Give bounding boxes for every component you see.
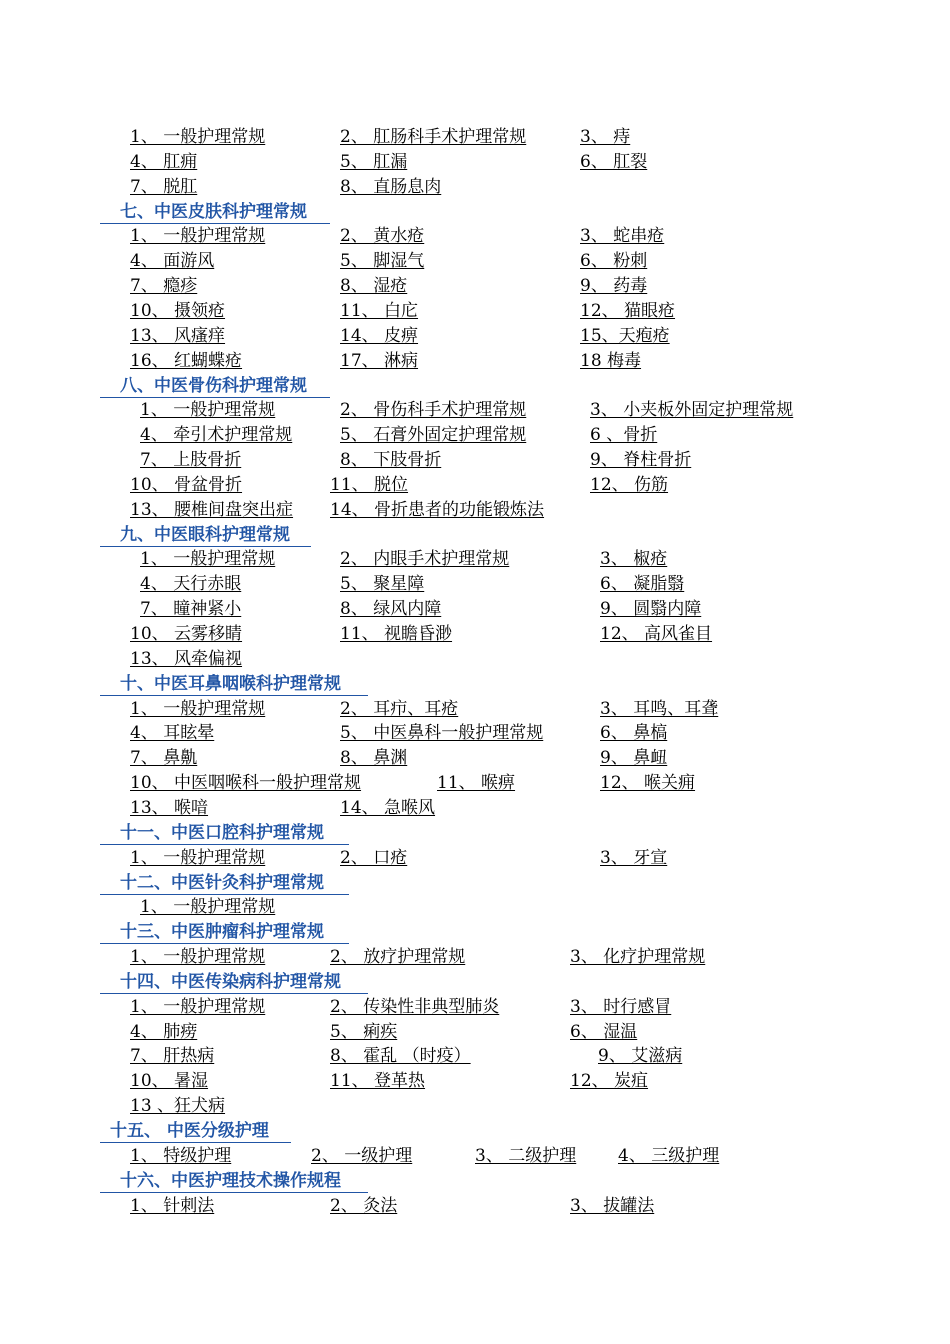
toc-item-link[interactable]: 2、 一级护理 — [311, 1145, 413, 1166]
heading-underline — [100, 844, 349, 845]
text-line — [0, 1021, 950, 1046]
toc-item-link[interactable]: 4、 肛痈 — [130, 151, 198, 172]
toc-item-link[interactable]: 1、 一般护理常规 — [130, 698, 266, 719]
text-line — [0, 1145, 950, 1170]
toc-item-link[interactable]: 5、 中医鼻科一般护理常规 — [340, 723, 544, 744]
toc-item-link[interactable]: 3、 牙宣 — [600, 847, 668, 868]
toc-item-link[interactable]: 1、 一般护理常规 — [130, 127, 266, 147]
toc-item-link[interactable]: 2、 灸法 — [330, 1195, 398, 1216]
toc-item-link[interactable]: 11、 白庀 — [340, 300, 419, 321]
toc-item-link[interactable]: 6、 鼻槁 — [600, 723, 668, 744]
toc-item-link[interactable]: 3、 痔 — [580, 127, 631, 147]
toc-item-link[interactable]: 12、 伤筋 — [590, 474, 669, 495]
toc-item-link[interactable]: 14、 骨折患者的功能锻炼法 — [330, 499, 545, 520]
toc-item-link[interactable]: 7、 鼻鼽 — [130, 748, 198, 769]
section-heading: 十二、中医针灸科护理常规 — [120, 872, 324, 893]
heading-underline — [100, 943, 349, 944]
toc-item-link[interactable]: 15、天疱疮 — [580, 325, 670, 346]
toc-item-link[interactable]: 16、 红蝴蝶疮 — [130, 350, 243, 371]
toc-item-link[interactable]: 11、 登革热 — [330, 1071, 426, 1092]
text-line — [0, 1170, 950, 1195]
toc-item-link[interactable]: 7、 瘾疹 — [130, 276, 198, 297]
toc-item-link[interactable]: 17、 淋病 — [340, 350, 419, 371]
section-heading: 十六、中医护理技术操作规程 — [120, 1170, 341, 1191]
text-line — [0, 797, 950, 822]
section-heading: 十四、中医传染病科护理常规 — [120, 971, 341, 992]
toc-item-link[interactable]: 10、 中医咽喉科一般护理常规 — [130, 773, 362, 794]
text-line — [0, 325, 950, 350]
text-line — [0, 896, 950, 921]
text-line — [0, 648, 950, 673]
toc-item-link[interactable]: 8、 霍乱 （时疫） — [330, 1046, 471, 1067]
toc-item-link[interactable]: 10、 暑湿 — [130, 1071, 209, 1092]
section-heading: 十、中医耳鼻咽喉科护理常规 — [120, 673, 341, 694]
toc-item-link[interactable]: 13、 风牵偏视 — [130, 648, 243, 669]
text-line — [0, 300, 950, 325]
toc-item-link[interactable]: 5、 脚湿气 — [340, 251, 425, 272]
toc-item-link[interactable]: 10、 骨盆骨折 — [130, 474, 243, 495]
toc-item-link[interactable]: 2、 黄水疮 — [340, 226, 425, 247]
toc-item-link[interactable]: 2、 肛肠科手术护理常规 — [340, 127, 527, 147]
toc-item-link[interactable]: 3、 椒疮 — [600, 549, 668, 570]
toc-item-link[interactable]: 4、 面游风 — [130, 251, 215, 272]
toc-item-link[interactable]: 6、 凝脂翳 — [600, 574, 685, 595]
text-line — [0, 623, 950, 648]
toc-item-link[interactable]: 1、 一般护理常规 — [130, 226, 266, 247]
toc-item-link[interactable]: 2、 放疗护理常规 — [330, 947, 466, 968]
toc-item-link[interactable]: 5、 肛漏 — [340, 151, 408, 172]
toc-item-link[interactable]: 12、 炭疽 — [570, 1071, 649, 1092]
toc-item-link[interactable]: 10、 摄领疮 — [130, 300, 226, 321]
toc-item-link[interactable]: 2、 内眼手术护理常规 — [340, 549, 510, 570]
toc-item-link[interactable]: 3、 蛇串疮 — [580, 226, 665, 247]
toc-item-link[interactable]: 4、 天行赤眼 — [140, 574, 242, 595]
toc-item-link[interactable]: 3、 耳鸣、耳聋 — [600, 698, 719, 719]
toc-item-link[interactable]: 9、 圆翳内障 — [600, 599, 702, 620]
toc-item-link[interactable]: 1、 针刺法 — [130, 1195, 215, 1216]
toc-item-link[interactable]: 6 、骨折 — [590, 425, 658, 446]
toc-item-link[interactable]: 9、 艾滋病 — [598, 1046, 683, 1067]
toc-item-link[interactable]: 4、 牵引术护理常规 — [140, 425, 293, 446]
heading-underline — [100, 546, 311, 547]
toc-item-link[interactable]: 11、 喉痹 — [437, 773, 516, 794]
toc-item-link[interactable]: 2、 传染性非典型肺炎 — [330, 996, 500, 1017]
toc-item-link[interactable]: 12、 喉关痈 — [600, 773, 696, 794]
toc-item-link[interactable]: 11、 脱位 — [330, 474, 409, 495]
text-line — [0, 598, 950, 623]
text-line — [0, 772, 950, 797]
toc-item-link[interactable]: 3、 时行感冒 — [570, 996, 672, 1017]
toc-item-link[interactable]: 1、 一般护理常规 — [140, 400, 276, 421]
toc-item-link[interactable]: 13、 风瘙痒 — [130, 325, 226, 346]
toc-item-link[interactable]: 4、 耳眩晕 — [130, 723, 215, 744]
text-line — [0, 424, 950, 449]
text-line — [0, 847, 950, 872]
section-heading: 十五、 中医分级护理 — [110, 1121, 269, 1141]
text-line — [0, 747, 950, 772]
toc-item-link[interactable]: 14、 急喉风 — [340, 797, 436, 818]
text-line — [0, 673, 950, 698]
section-heading: 十一、中医口腔科护理常规 — [120, 822, 324, 843]
toc-item-link[interactable]: 1、 特级护理 — [130, 1145, 232, 1166]
toc-item-link[interactable]: 6、 肛裂 — [580, 151, 648, 172]
text-line — [0, 151, 950, 176]
heading-underline — [100, 894, 349, 895]
toc-item-link[interactable]: 13、 腰椎间盘突出症 — [130, 499, 294, 520]
heading-underline — [100, 695, 368, 696]
text-line — [0, 399, 950, 424]
text-line — [0, 1045, 950, 1070]
toc-item-link[interactable]: 1、 一般护理常规 — [130, 996, 266, 1017]
toc-item-link[interactable]: 3、 小夹板外固定护理常规 — [590, 400, 794, 421]
toc-item-link[interactable]: 13、 喉喑 — [130, 797, 209, 818]
toc-item-link[interactable]: 8、 湿疮 — [340, 276, 408, 297]
toc-item-link[interactable]: 14、 皮痹 — [340, 325, 419, 346]
text-line — [0, 176, 950, 201]
toc-item-link[interactable]: 7、 瞳神紧小 — [140, 599, 242, 620]
toc-item-link[interactable]: 1、 一般护理常规 — [140, 549, 276, 570]
toc-item-link[interactable]: 8、 绿风内障 — [340, 599, 442, 620]
heading-underline — [100, 993, 368, 994]
toc-item-link[interactable]: 18 梅毒 — [580, 350, 642, 371]
toc-item-link[interactable]: 3、 拔罐法 — [570, 1195, 655, 1216]
toc-item-link[interactable]: 11、 视瞻昏渺 — [340, 624, 453, 644]
text-line — [0, 375, 950, 400]
section-heading: 八、中医骨伤科护理常规 — [120, 375, 307, 396]
toc-item-link[interactable]: 8、 下肢骨折 — [340, 450, 442, 471]
toc-item-link[interactable]: 3、 二级护理 — [475, 1145, 577, 1166]
toc-item-link[interactable]: 5、 石膏外固定护理常规 — [340, 425, 527, 446]
toc-item-link[interactable]: 7、 肝热病 — [130, 1046, 215, 1067]
text-line — [0, 1095, 950, 1120]
text-line — [0, 698, 950, 723]
text-line — [0, 946, 950, 971]
toc-item-link[interactable]: 6、 湿温 — [570, 1021, 638, 1042]
toc-item-link[interactable]: 9、 药毒 — [580, 276, 648, 297]
text-line — [0, 573, 950, 598]
toc-item-link[interactable]: 6、 粉刺 — [580, 251, 648, 272]
toc-item-link[interactable]: 8、 直肠息肉 — [340, 176, 442, 197]
toc-item-link[interactable]: 9、 鼻衄 — [600, 748, 668, 769]
text-line — [0, 449, 950, 474]
text-line — [0, 499, 950, 524]
text-line — [0, 474, 950, 499]
toc-item-link[interactable]: 12、 高风雀目 — [600, 624, 713, 644]
text-line — [0, 201, 950, 226]
toc-item-link[interactable]: 3、 化疗护理常规 — [570, 947, 706, 968]
toc-item-link[interactable]: 2、 骨伤科手术护理常规 — [340, 400, 527, 421]
text-line — [0, 275, 950, 300]
section-heading: 七、中医皮肤科护理常规 — [120, 201, 307, 222]
section-heading: 九、中医眼科护理常规 — [120, 524, 290, 545]
toc-item-link[interactable]: 5、 聚星障 — [340, 574, 425, 595]
toc-item-link[interactable]: 9、 脊柱骨折 — [590, 450, 692, 471]
text-line — [0, 822, 950, 847]
text-line — [0, 872, 950, 897]
heading-underline — [100, 397, 330, 398]
toc-item-link[interactable]: 1、 一般护理常规 — [130, 947, 266, 968]
text-line — [0, 722, 950, 747]
toc-item-link[interactable]: 4、 三级护理 — [618, 1145, 720, 1166]
text-line — [0, 548, 950, 573]
text-line — [0, 250, 950, 275]
text-line — [0, 1195, 950, 1220]
text-line — [0, 524, 950, 549]
toc-item-link[interactable]: 4、 肺痨 — [130, 1021, 198, 1042]
toc-item-link[interactable]: 13 、狂犬病 — [130, 1096, 226, 1117]
text-line — [0, 921, 950, 946]
toc-item-link[interactable]: 2、 口疮 — [340, 847, 408, 868]
toc-item-link[interactable]: 2、 耳疖、耳疮 — [340, 698, 459, 719]
toc-item-link[interactable]: 8、 鼻渊 — [340, 748, 408, 769]
heading-underline — [100, 223, 330, 224]
heading-underline — [100, 1142, 291, 1143]
toc-item-link[interactable]: 10、 云雾移睛 — [130, 624, 243, 644]
text-line — [0, 996, 950, 1021]
text-line — [0, 971, 950, 996]
toc-item-link[interactable]: 7、 上肢骨折 — [140, 450, 242, 471]
toc-item-link[interactable]: 1、 一般护理常规 — [140, 897, 276, 918]
text-line — [0, 126, 950, 151]
heading-underline — [100, 1192, 368, 1193]
text-line — [0, 350, 950, 375]
text-line — [0, 225, 950, 250]
toc-item-link[interactable]: 5、 痢疾 — [330, 1021, 398, 1042]
toc-item-link[interactable]: 12、 猫眼疮 — [580, 300, 676, 321]
toc-item-link[interactable]: 1、 一般护理常规 — [130, 847, 266, 868]
text-line — [0, 1070, 950, 1095]
text-line — [0, 1120, 950, 1145]
toc-item-link[interactable]: 7、 脱肛 — [130, 176, 198, 197]
section-heading: 十三、中医肿瘤科护理常规 — [120, 922, 324, 943]
